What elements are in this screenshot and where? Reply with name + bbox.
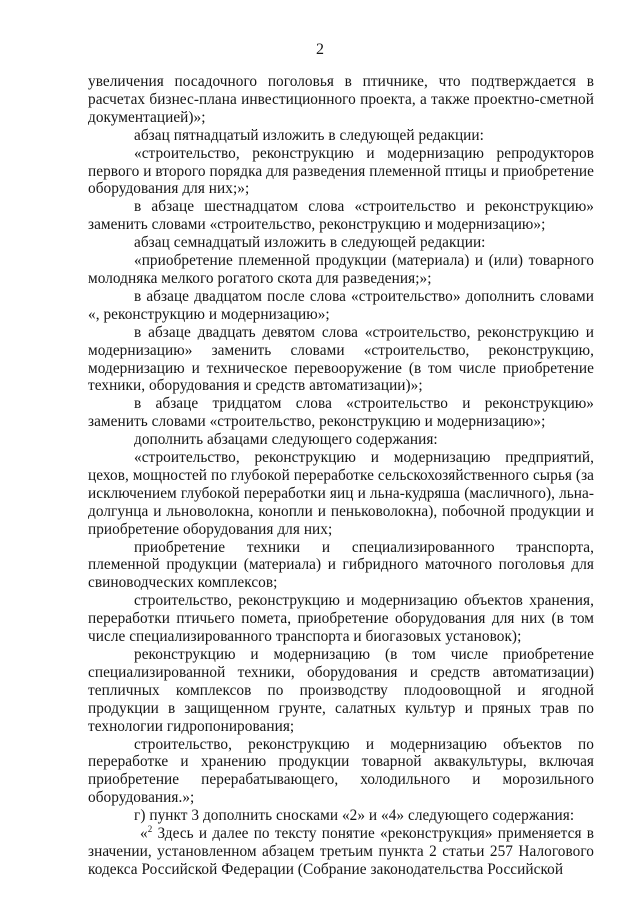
paragraph: «строительство, реконструкцию и модернизацию предприятий, цехов, мощностей по глубокой переработке сельскохозяйственного сырья (за исключением глубокой переработки яиц и льна-кудряша (масличного), льна-долгунца и льноволокна, конопли и пеньковолокна), побочной продукции и приобретение оборудования для них;: [88, 449, 594, 538]
footnote-marker: 2: [147, 823, 153, 834]
paragraph: «приобретение племенной продукции (материала) и (или) товарного молодняка мелкого рогатого скота для разведения;»;: [88, 252, 594, 287]
paragraph: «строительство, реконструкцию и модернизацию репродукторов первого и второго порядка для разведения племенной птицы и приобретение оборудования для них;»;: [88, 144, 594, 198]
paragraph: строительство, реконструкцию и модернизацию объектов хранения, переработки птичьего помета, приобретение оборудования для них (в том числе специализированного транспорта и биогазовых установок);: [88, 592, 594, 646]
document-body: [88, 73, 594, 879]
paragraph: приобретение техники и специализированного транспорта, племенной продукции (материала) и гибридного маточного поголовья для свиноводческих комплексов;: [88, 538, 594, 592]
paragraph: в абзаце двадцать девятом слова «строительство, реконструкцию и модернизацию» заменить словами «строительство, реконструкцию, модернизацию и техническое перевооружение (в том числе приобретение техники, оборудования и средств автоматизации)»;: [88, 323, 594, 395]
paragraph: в абзаце двадцатом после слова «строительство» дополнить словами «, реконструкцию и модернизацию»;: [88, 287, 594, 323]
paragraph: в абзаце тридцатом слова «строительство и реконструкцию» заменить словами «строительство, реконструкцию и модернизацию»;: [88, 395, 594, 431]
footnote-open-quote: «: [140, 825, 148, 843]
paragraph: реконструкцию и модернизацию (в том числе приобретение специализированной техники, оборудования и средств автоматизации) тепличных комплексов по производству плодоовощной и ягодной продукции в защищенном грунте, салатных культур и пряных трав по технологии гидропонирования;: [88, 646, 594, 735]
footnote-paragraph: [88, 825, 594, 879]
paragraph: дополнить абзацами следующего содержания:: [134, 431, 438, 449]
paragraph: абзац пятнадцатый изложить в следующей редакции:: [134, 126, 484, 144]
footnote-text: Здесь и далее по тексту понятие «реконструкция» применяется в значении, установленном абзацем третьим пункта 2 статьи 257 Налогового кодекса Российской Федерации (Собрание законодательства Российской: [88, 825, 594, 878]
paragraph: абзац семнадцатый изложить в следующей редакции:: [134, 234, 486, 252]
paragraph: в абзаце шестнадцатом слова «строительство и реконструкцию» заменить словами «строительство, реконструкцию и модернизацию»;: [88, 198, 594, 234]
paragraph: г) пункт 3 дополнить сносками «2» и «4» следующего содержания:: [134, 807, 575, 825]
paragraph: строительство, реконструкцию и модернизацию объектов по переработке и хранению продукции товарной аквакультуры, включая приобретение перерабатывающего, холодильного и морозильного оборудования.»;: [88, 735, 594, 807]
paragraph: увеличения посадочного поголовья в птичнике, что подтверждается в расчетах бизнес-плана инвестиционного проекта, а также проектно-сметной документацией)»;: [88, 73, 594, 126]
page-number: 2: [316, 41, 324, 58]
